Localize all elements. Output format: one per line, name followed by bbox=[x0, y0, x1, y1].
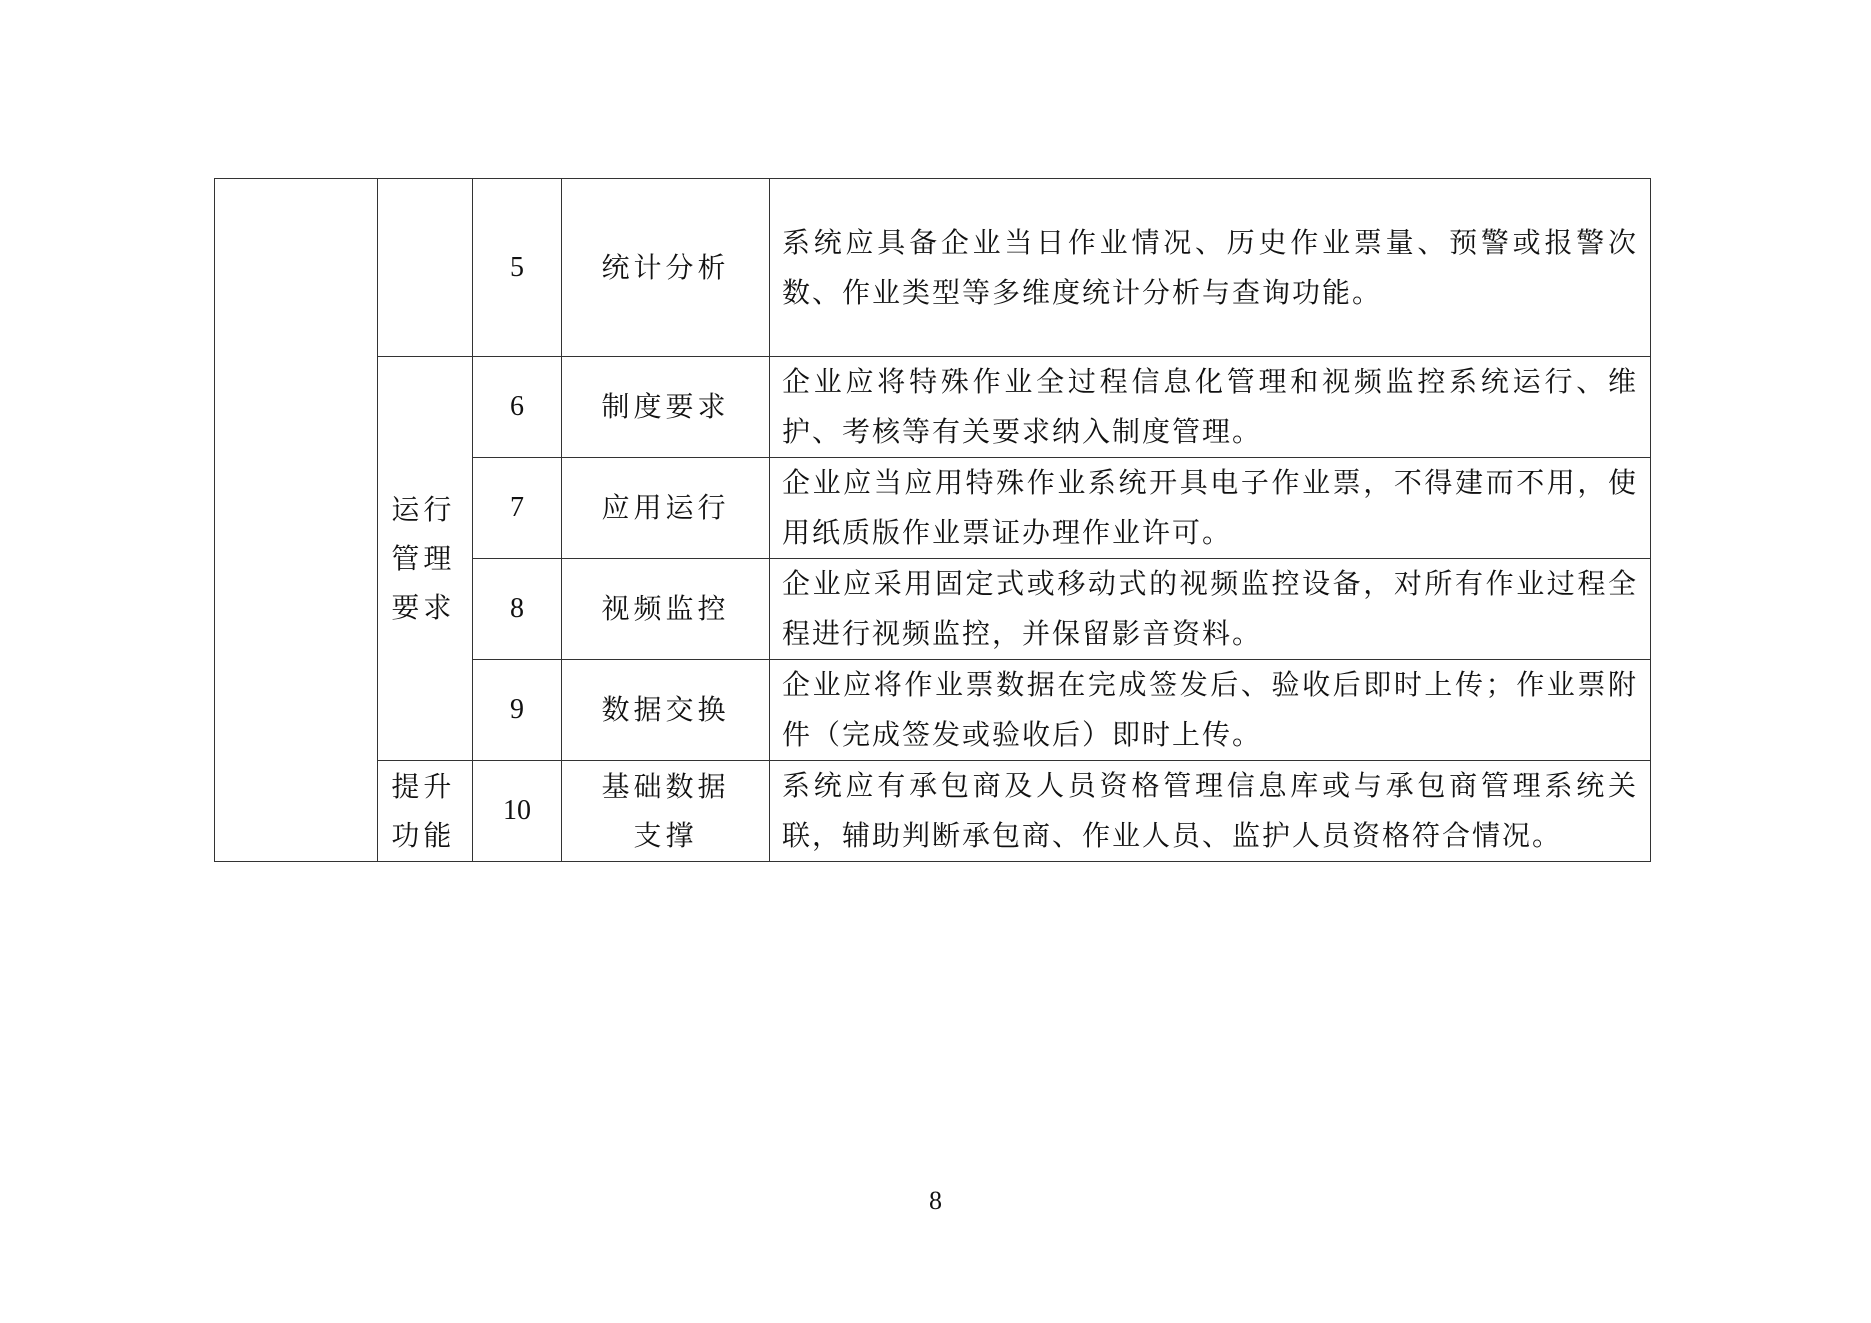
row-description: 企业应采用固定式或移动式的视频监控设备，对所有作业过程全程进行视频监控，并保留影音资料。 bbox=[770, 559, 1651, 660]
row-index: 6 bbox=[473, 357, 562, 458]
row-name: 应用运行 bbox=[562, 458, 770, 559]
row-index: 8 bbox=[473, 559, 562, 660]
table-row bbox=[215, 179, 1651, 357]
row-index: 10 bbox=[473, 761, 562, 862]
category-cell bbox=[215, 179, 378, 862]
requirements-table bbox=[214, 178, 1651, 862]
row-index: 7 bbox=[473, 458, 562, 559]
group-cell-operation bbox=[378, 357, 473, 761]
row-index: 9 bbox=[473, 660, 562, 761]
row-description: 系统应具备企业当日作业情况、历史作业票量、预警或报警次数、作业类型等多维度统计分析与查询功能。 bbox=[770, 179, 1651, 357]
table-row bbox=[215, 761, 1651, 862]
group-cell-empty bbox=[378, 179, 473, 357]
row-name: 数据交换 bbox=[562, 660, 770, 761]
group-cell-enhancement bbox=[378, 761, 473, 862]
row-description: 企业应当应用特殊作业系统开具电子作业票，不得建而不用，使用纸质版作业票证办理作业许可。 bbox=[770, 458, 1651, 559]
row-name-text: 基础数据支撑 bbox=[601, 769, 730, 852]
page-number: 8 bbox=[929, 1186, 942, 1215]
row-description: 企业应将作业票数据在完成签发后、验收后即时上传；作业票附件（完成签发或验收后）即时上传。 bbox=[770, 660, 1651, 761]
row-name: 统计分析 bbox=[562, 179, 770, 357]
row-name: 视频监控 bbox=[562, 559, 770, 660]
row-description: 系统应有承包商及人员资格管理信息库或与承包商管理系统关联，辅助判断承包商、作业人员、监护人员资格符合情况。 bbox=[770, 761, 1651, 862]
table-row bbox=[215, 357, 1651, 458]
group-label-operation: 运行管理要求 bbox=[391, 492, 456, 624]
row-index: 5 bbox=[473, 179, 562, 357]
row-name bbox=[562, 761, 770, 862]
group-label-enhancement: 提升功能 bbox=[391, 769, 456, 852]
row-description: 企业应将特殊作业全过程信息化管理和视频监控系统运行、维护、考核等有关要求纳入制度管理。 bbox=[770, 357, 1651, 458]
row-name: 制度要求 bbox=[562, 357, 770, 458]
